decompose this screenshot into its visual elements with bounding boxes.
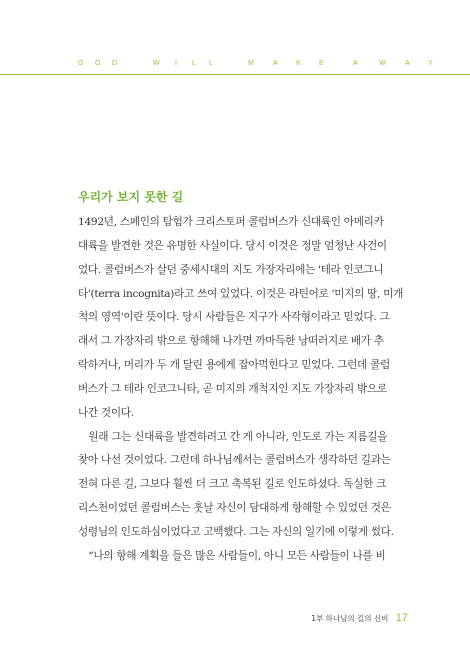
body-line: 대륙을 발견한 것은 유명한 사실이다. 당시 이것은 정말 엄청난 사건이	[78, 239, 387, 252]
header-letter: K	[296, 60, 305, 67]
header-letter: I	[175, 60, 181, 67]
body-line: 척의 영역'이란 뜻이다. 당시 사람들은 지구가 사각형이라고 믿었다. 그	[78, 311, 390, 324]
header-letter: D	[112, 60, 122, 67]
header-letter: E	[319, 60, 328, 67]
body-line: 래서 그 가장자리 밖으로 항해해 나가면 까마득한 낭떠러지로 배가 추	[78, 335, 384, 348]
body-line: 찾아 나선 것이었다. 그런데 하나님께서는 콜럼버스가 생각하던 길과는	[78, 454, 391, 467]
body-line: 버스가 그 테라 인코그니타, 곧 미지의 개척지인 지도 가장자리 밖으로	[78, 382, 387, 395]
page-number: 17	[395, 612, 408, 624]
body-line: 었다. 콜럼버스가 살던 중세시대의 지도 가장자리에는 '테라 인코그니	[78, 263, 384, 276]
header-letter: L	[192, 60, 200, 67]
body-line: 리스천이었던 콜럼버스는 훗날 자신이 담대하게 항해할 수 있었던 것은	[78, 502, 391, 515]
header-letter: W	[379, 60, 390, 67]
page-footer	[311, 612, 408, 624]
body-text	[78, 211, 404, 569]
body-line: 타'(terra incognita)라고 쓰여 있었다. 이것은 라틴어로 '미지의 땅, 미개	[78, 287, 404, 300]
header-letter: L	[209, 60, 217, 67]
body-line: 성령님의 인도하심이었다고 고백했다. 그는 자신의 일기에 이렇게 썼다.	[78, 525, 394, 538]
header-rule	[0, 74, 470, 75]
body-line: 나간 것이다.	[78, 406, 134, 419]
body-line: 락하거나, 머리가 두 개 달린 용에게 잡아먹힌다고 믿었다. 그런데 콜럼	[78, 359, 390, 372]
body-line: 전혀 다른 길, 그보다 훨씬 더 크고 축복된 길로 인도하셨다. 독실한 크	[78, 478, 387, 491]
header-letter: M	[248, 60, 258, 67]
body-line: “나의 항해 계획을 들은 많은 사람들이, 아니 모든 사람들이 나를 비	[78, 549, 386, 562]
body-line: 원래 그는 신대륙을 발견하려고 간 게 아니라, 인도로 가는 지름길을	[78, 430, 388, 443]
header-letter: W	[153, 60, 164, 67]
section-heading: 우리가 보지 못한 길	[78, 190, 184, 204]
header-letter: G	[78, 60, 88, 67]
header-letter: Y	[428, 60, 437, 67]
header-letter: A	[353, 60, 362, 67]
header-letter: A	[273, 60, 282, 67]
body-line: 1492년, 스페인의 탐험가 크리스토퍼 콜럼버스가 신대륙인 아메리카	[78, 216, 384, 228]
header-letter: A	[405, 60, 414, 67]
header-letter: O	[95, 60, 105, 67]
chapter-title: 1부 하나님의 길의 신비	[311, 614, 389, 623]
